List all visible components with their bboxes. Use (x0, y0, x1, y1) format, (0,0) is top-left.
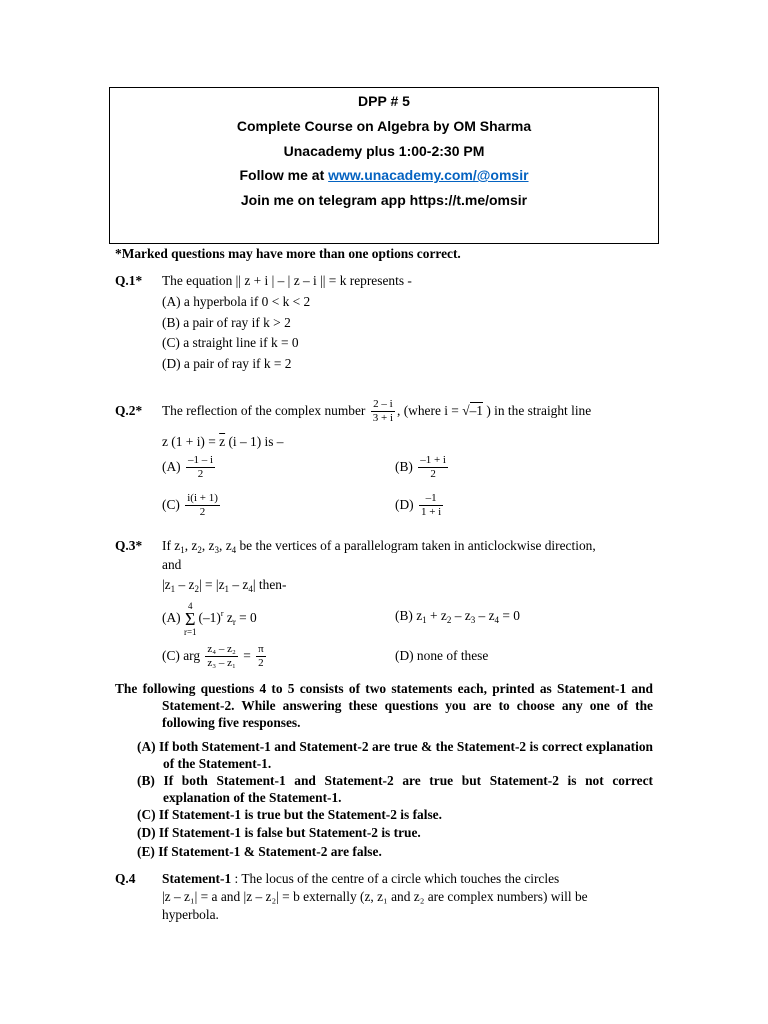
q1-option-a: (A) a hyperbola if 0 < k < 2 (162, 294, 311, 309)
q3-text: If $z_1$, $z_2$, $z_3$, $z_4$ be the vertices of a parallelogram taken in anticlockwise direction, (162, 538, 596, 555)
q3-condition: $|z_1 - z_2| = |z_1 - z_4|$ then- (162, 577, 287, 594)
header-box (109, 87, 659, 244)
q3-option-c: (C) arg $\frac{\text{z₄ – z₂}}{\text{z₃ – z₁}}$ = $\frac{\pi}{2}$ (162, 643, 264, 670)
q2-option-c: (C) $\frac{i(i + 1)}{2}$ (162, 492, 218, 519)
q4-number: Q.4 (115, 871, 136, 886)
response-option-d: (D) If Statement-1 is false but Statement-2 is true. (137, 825, 421, 840)
q2-line2: z $(1 + i) = \overline{z}$ (i – 1) is – (162, 434, 284, 449)
assertion-instructions: The following questions 4 to 5 consists of two statements each, printed as Statement-1 and Statement-2. While answering these questions you are to choose any one of the following five responses. (115, 681, 653, 730)
q2-option-d: (D) $\frac{-1}{1 + i}$ (395, 492, 442, 519)
q3-and: and (162, 557, 182, 572)
response-option-c: (C) If Statement-1 is true but the Statement-2 is false. (137, 807, 442, 822)
multi-correct-note: *Marked questions may have more than one options correct. (115, 246, 461, 261)
q2-option-b: (B) $\frac{-1 + i}{2}$ (395, 454, 446, 481)
q2-option-a: (A) $\frac{-1 - i}{2}$ (162, 454, 214, 481)
q1-text: The equation || z + i | – | z – i || = k represents - (162, 273, 412, 288)
follow-prefix: Follow me at (239, 167, 329, 183)
q1-option-b: (B) a pair of ray if k > 2 (162, 315, 291, 330)
q3-option-a: (A) 4 Σ $r=1(-1)^r$ $z_r = 0$ (162, 600, 257, 637)
q2-number: Q.2* (115, 403, 143, 418)
response-option-e: (E) If Statement-1 & Statement-2 are false. (137, 844, 382, 859)
q3-option-d: (D) none of these (395, 648, 489, 663)
timing: Unacademy plus 1:00-2:30 PM (283, 143, 485, 159)
q1-option-d: (D) a pair of ray if k = 2 (162, 356, 292, 371)
q1-option-c: (C) a straight line if k = 0 (162, 335, 299, 350)
unacademy-link[interactable]: www.unacademy.com/@omsir (328, 167, 529, 183)
q4-line3: hyperbola. (162, 907, 219, 922)
response-option-b: (B) If both Statement-1 and Statement-2 are true but Statement-2 is not correct explanation of the Statement-1. (137, 773, 653, 805)
dpp-title: DPP # 5 (358, 93, 410, 109)
q2-fraction: $\frac{2 - i}{3 + i}$ (372, 398, 394, 425)
q3-number: Q.3* (115, 538, 143, 553)
response-option-a: (A) If both Statement-1 and Statement-2 are true & the Statement-2 is correct explanation of the Statement-1. (137, 739, 653, 771)
q3-option-b: (B) $z_1 + z_2 - z_3 - z_4 = 0$ (395, 608, 520, 625)
telegram-line: Join me on telegram app https://t.me/omsir (240, 192, 528, 208)
q4-line2: |z – z₁| = a and |z – z₂| = b externally (z, z₁ and z₂ are complex numbers) will be (162, 889, 588, 904)
q4-statement-1: Statement-1 : The locus of the centre of a circle which touches the circles (162, 871, 560, 886)
follow-line (110, 167, 658, 183)
q2-text: The reflection of the complex number $\frac{2 - i}{3 + i}$ , (where i = √–1 ) in the straight line (162, 398, 592, 425)
q1-number: Q.1* (115, 273, 143, 288)
course-title: Complete Course on Algebra by OM Sharma (236, 118, 532, 134)
